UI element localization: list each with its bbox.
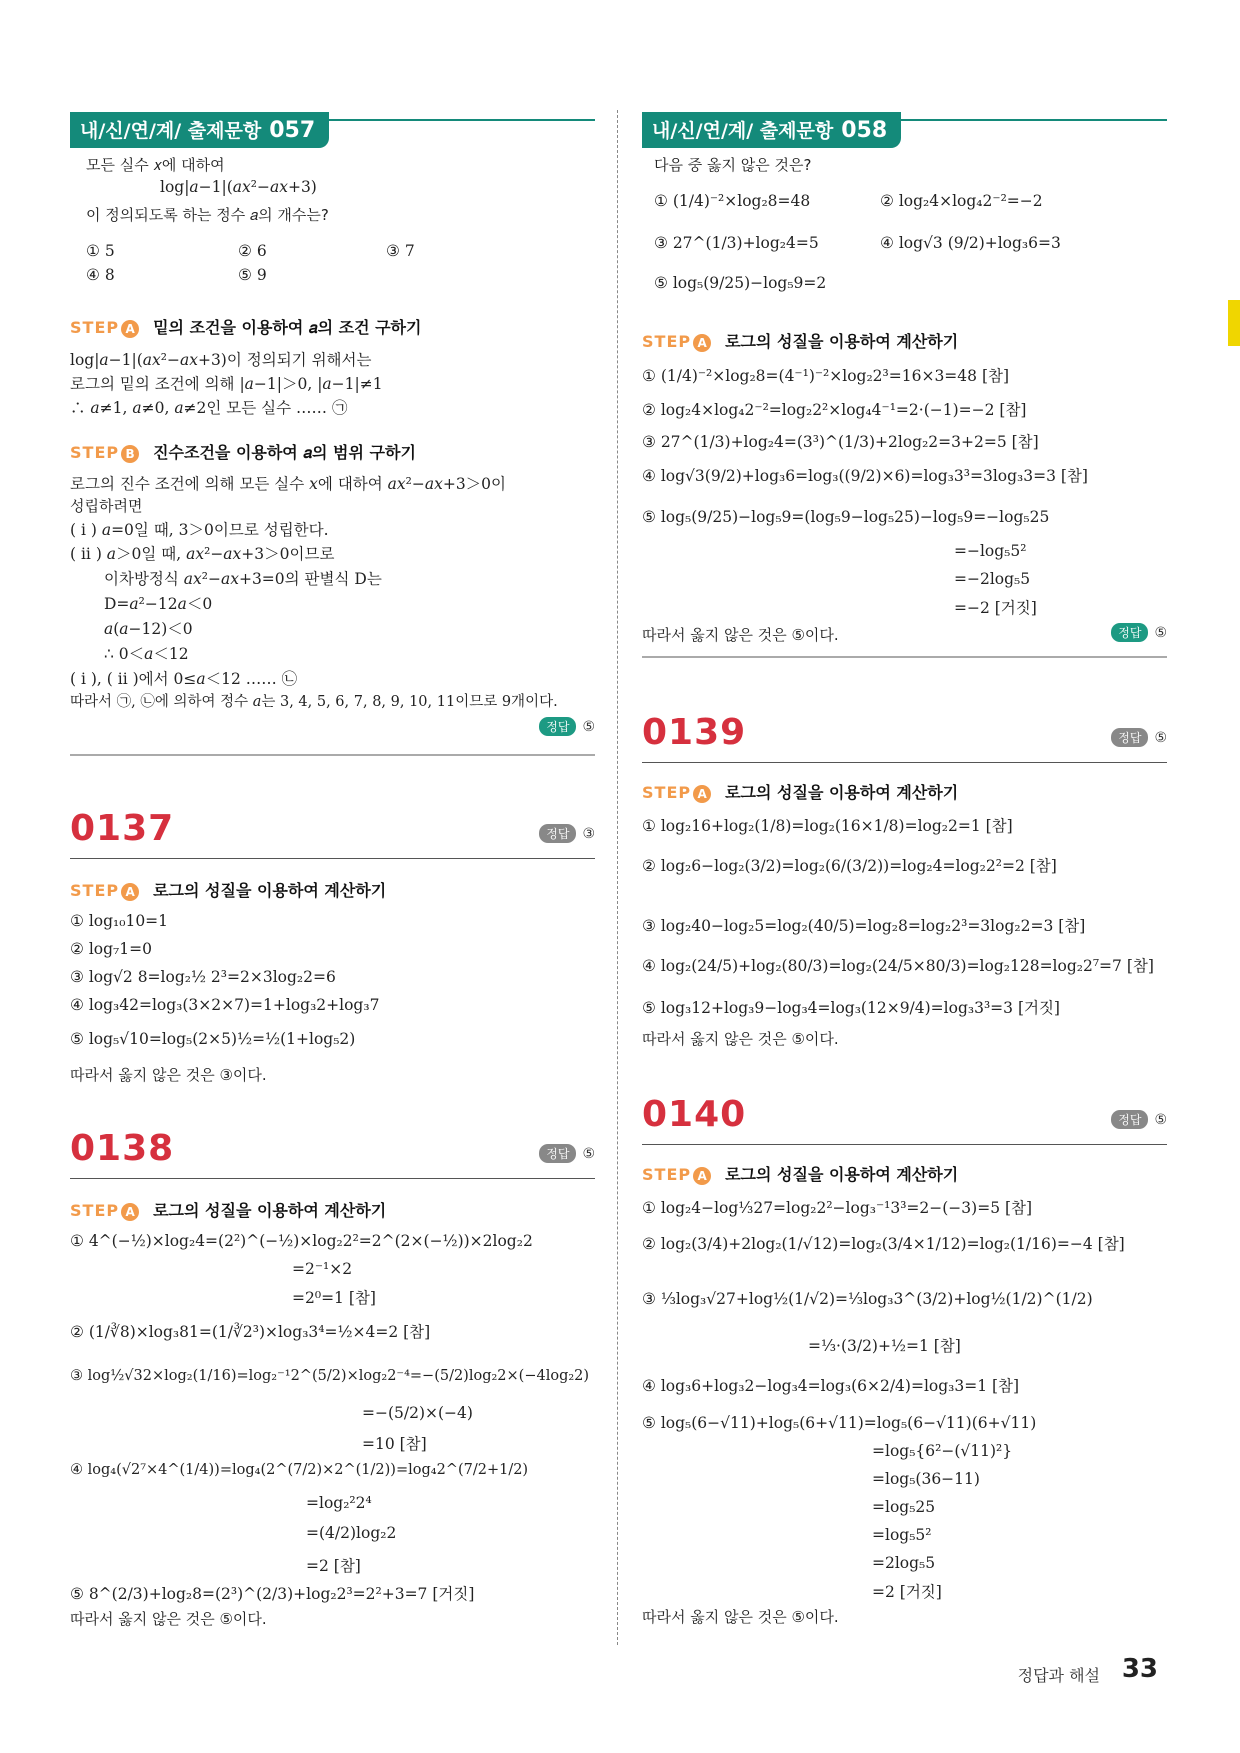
chapter-tab xyxy=(1228,300,1240,346)
solution-line: ② log₂(3/4)+2log₂(1/√12)=log₂(3/4×1/12)=log₂(1/16)=−4 [참] xyxy=(642,1235,1125,1253)
answer-label: 정답 xyxy=(539,717,576,736)
solution-line: =−2 [거짓] xyxy=(954,599,1037,617)
answer-badge xyxy=(1111,623,1167,642)
solution-line: ⑤ log₅√10=log₅(2×5)½=½(1+log₅2) xyxy=(70,1030,356,1048)
solution-line: ∴ 𝑎≠1, 𝑎≠0, 𝑎≠2인 모든 실수 …… ㉠ xyxy=(70,399,348,417)
solution-line: ③ log√2 8=log₂½ 2³=2×3log₂2=6 xyxy=(70,968,336,986)
solution-line: ⑤ 8^(2/3)+log₂8=(2³)^(2/3)+log₂2³=2²+3=7 [거짓] xyxy=(70,1585,475,1603)
step-a-title: 로그의 성질을 이용하여 계산하기 xyxy=(725,1165,959,1184)
solution-line: 성립하려면 xyxy=(70,497,143,515)
solution-conclusion: 따라서 옳지 않은 것은 ③이다. xyxy=(70,1066,267,1084)
answer-value: ⑤ xyxy=(1154,625,1167,641)
section-rule xyxy=(70,754,595,756)
solution-line: =−log₅5² xyxy=(954,542,1027,560)
solution-line: ① log₂4−log⅓27=log₂2²−log₃⁻¹3³=2−(−3)=5 [참] xyxy=(642,1199,1033,1217)
problem-057-header xyxy=(70,112,329,148)
step-word: STEP xyxy=(642,783,692,802)
option-3: ③ 7 xyxy=(386,242,415,260)
solution-line: 𝑎(𝑎−12)＜0 xyxy=(104,620,193,638)
solution-line: ③ log₂40−log₂5=log₂(40/5)=log₂8=log₂2³=3log₂2=3 [참] xyxy=(642,917,1086,935)
problem-number: 0139 xyxy=(642,712,747,753)
page-number: 33 xyxy=(1121,1654,1158,1684)
solution-line: D=𝑎²−12𝑎＜0 xyxy=(104,595,213,613)
step-b-heading xyxy=(70,440,416,463)
step-a-badge: A xyxy=(121,320,139,338)
solution-line: ③ ⅓log₃√27+log½(1/√2)=⅓log₃3^(3/2)+log½(1/2)^(1/2) xyxy=(642,1290,1093,1308)
solution-line: ⑤ log₅(9/25)−log₅9=(log₅9−log₅25)−log₅9=−log₅25 xyxy=(642,508,1050,526)
option-2: ② log₂4×log₄2⁻²=−2 xyxy=(880,192,1043,210)
solution-line: ② log₂4×log₄2⁻²=log₂2²×log₄4⁻¹=2·(−1)=−2 [참] xyxy=(642,401,1027,419)
solution-line: =(4/2)log₂2 xyxy=(306,1524,397,1542)
solution-conclusion: 따라서 옳지 않은 것은 ⑤이다. xyxy=(642,1608,839,1626)
step-a-badge: A xyxy=(693,334,711,352)
solution-line: =2 [참] xyxy=(306,1557,361,1575)
answer-label: 정답 xyxy=(1111,1110,1148,1129)
problem-number: 0138 xyxy=(70,1128,175,1169)
solution-line: =−(5/2)×(−4) xyxy=(362,1404,473,1422)
solution-line: ④ log√3(9/2)+log₃6=log₃((9/2)×6)=log₃3³=3log₃3=3 [참] xyxy=(642,467,1088,485)
question-line: 다음 중 옳지 않은 것은? xyxy=(654,156,812,174)
answer-label: 정답 xyxy=(539,1144,576,1163)
step-a-heading xyxy=(642,780,958,803)
solution-line: =2⁻¹×2 xyxy=(292,1260,353,1278)
answer-value: ⑤ xyxy=(1154,730,1167,746)
problem-rule xyxy=(70,1178,595,1179)
answer-badge xyxy=(1111,728,1167,747)
solution-line: log|𝑎−1|(𝑎𝑥²−𝑎𝑥+3)이 정의되기 위해서는 xyxy=(70,351,372,369)
solution-line: ( i ) 𝑎=0일 때, 3＞0이므로 성립한다. xyxy=(70,521,329,539)
step-a-heading xyxy=(642,1162,958,1185)
answer-value: ③ xyxy=(582,826,595,842)
answer-label: 정답 xyxy=(1111,623,1148,642)
solution-conclusion: 따라서 ㉠, ㉡에 의하여 정수 𝑎는 3, 4, 5, 6, 7, 8, 9, 10, 11이므로 9개이다. xyxy=(70,694,558,710)
step-a-heading xyxy=(70,878,386,901)
answer-value: ⑤ xyxy=(582,719,595,735)
solution-line: =log₂²2⁴ xyxy=(306,1494,372,1512)
solution-line: ( ii ) 𝑎＞0일 때, 𝑎𝑥²−𝑎𝑥+3＞0이므로 xyxy=(70,545,335,563)
solution-conclusion: 따라서 옳지 않은 것은 ⑤이다. xyxy=(70,1610,267,1628)
problem-number: 0137 xyxy=(70,808,175,849)
step-word: STEP xyxy=(70,881,120,900)
header-label: 내/신/연/계/ 출제문항 xyxy=(80,120,262,142)
step-word: STEP xyxy=(642,1165,692,1184)
step-a-heading xyxy=(70,1198,386,1221)
answer-value: ⑤ xyxy=(1154,1112,1167,1128)
problem-rule xyxy=(642,1144,1167,1145)
footer-label: 정답과 해설 xyxy=(1017,1666,1100,1685)
question-line: 모든 실수 𝑥에 대하여 xyxy=(86,156,225,174)
solution-conclusion: 따라서 옳지 않은 것은 ⑤이다. xyxy=(642,1030,839,1048)
step-word: STEP xyxy=(70,318,120,337)
solution-line: =log₅5² xyxy=(872,1526,932,1544)
column-divider xyxy=(617,110,618,1645)
step-b-title: 진수조건을 이용하여 𝑎의 범위 구하기 xyxy=(153,443,416,462)
solution-line: =log₅(36−11) xyxy=(872,1470,980,1488)
solution-line: =log₅{6²−(√11)²} xyxy=(872,1442,1013,1460)
option-2: ② 6 xyxy=(238,242,267,260)
header-label: 내/신/연/계/ 출제문항 xyxy=(652,120,834,142)
step-a-title: 로그의 성질을 이용하여 계산하기 xyxy=(725,332,959,351)
step-a-badge: A xyxy=(693,785,711,803)
problem-058 xyxy=(642,112,1167,644)
step-a-heading xyxy=(642,329,958,352)
solution-line: =2⁰=1 [참] xyxy=(292,1289,376,1307)
solution-line: ∴ 0＜𝑎＜12 xyxy=(104,645,189,663)
option-1: ① (1/4)⁻²×log₂8=48 xyxy=(654,192,811,210)
option-5: ⑤ log₅(9/25)−log₅9=2 xyxy=(654,274,827,292)
answer-value: ⑤ xyxy=(582,1146,595,1162)
solution-line: ③ log½√32×log₂(1/16)=log₂⁻¹2^(5/2)×log₂2⁻⁴=−(5/2)log₂2×(−4log₂2) xyxy=(70,1368,590,1384)
option-5: ⑤ 9 xyxy=(238,266,267,284)
step-word: STEP xyxy=(70,443,120,462)
answer-badge xyxy=(539,1144,595,1163)
step-a-title: 밑의 조건을 이용하여 𝑎의 조건 구하기 xyxy=(153,318,422,337)
solution-line: ② log₇1=0 xyxy=(70,940,152,958)
solution-line: =2 [거짓] xyxy=(872,1583,942,1601)
step-a-badge: A xyxy=(121,1203,139,1221)
solution-line: ① log₂16+log₂(1/8)=log₂(16×1/8)=log₂2=1 [참] xyxy=(642,817,1013,835)
header-number: 057 xyxy=(269,118,316,143)
option-4: ④ 8 xyxy=(86,266,115,284)
solution-line: ① 4^(−½)×log₂4=(2²)^(−½)×log₂2²=2^(2×(−½))×2log₂2 xyxy=(70,1232,533,1250)
problem-rule xyxy=(642,762,1167,763)
solution-line: ④ log₂(24/5)+log₂(80/3)=log₂(24/5×80/3)=log₂128=log₂2⁷=7 [참] xyxy=(642,957,1154,975)
solution-line: ② (1/∛8)×log₃81=(1/∛2³)×log₃3⁴=½×4=2 [참] xyxy=(70,1323,431,1341)
solution-line: 로그의 진수 조건에 의해 모든 실수 𝑥에 대하여 𝑎𝑥²−𝑎𝑥+3＞0이 xyxy=(70,475,507,493)
step-word: STEP xyxy=(70,1201,120,1220)
answer-label: 정답 xyxy=(1111,728,1148,747)
solution-line: =10 [참] xyxy=(362,1435,427,1453)
step-word: STEP xyxy=(642,332,692,351)
solution-line: =2log₅5 xyxy=(872,1554,936,1572)
solution-line: ③ 27^(1/3)+log₂4=(3³)^(1/3)+2log₂2=3+2=5 [참] xyxy=(642,433,1039,451)
problem-rule xyxy=(70,858,595,859)
question-line: 이 정의되도록 하는 정수 𝑎의 개수는? xyxy=(86,206,329,224)
solution-line: =−2log₅5 xyxy=(954,570,1031,588)
problem-number: 0140 xyxy=(642,1094,747,1135)
step-b-badge: B xyxy=(121,445,139,463)
problem-057 xyxy=(70,112,595,735)
solution-line: ⑤ log₅(6−√11)+log₅(6+√11)=log₅(6−√11)(6+√11) xyxy=(642,1414,1037,1432)
solution-line: =⅓·(3/2)+½=1 [참] xyxy=(808,1337,961,1355)
option-1: ① 5 xyxy=(86,242,115,260)
problem-058-header xyxy=(642,112,901,148)
solution-line: 이차방정식 𝑎𝑥²−𝑎𝑥+3=0의 판별식 D는 xyxy=(104,570,382,588)
solution-line: ① log₁₀10=1 xyxy=(70,912,169,930)
solution-line: ④ log₃42=log₃(3×2×7)=1+log₃2+log₃7 xyxy=(70,996,380,1014)
solution-line: =log₅25 xyxy=(872,1498,936,1516)
step-a-title: 로그의 성질을 이용하여 계산하기 xyxy=(153,881,387,900)
solution-line: ② log₂6−log₂(3/2)=log₂(6/(3/2))=log₂4=log₂2²=2 [참] xyxy=(642,857,1057,875)
header-number: 058 xyxy=(841,118,888,143)
solution-line: ① (1/4)⁻²×log₂8=(4⁻¹)⁻²×log₂2³=16×3=48 [참] xyxy=(642,367,1010,385)
question-formula: log|𝑎−1|(𝑎𝑥²−𝑎𝑥+3) xyxy=(160,178,317,196)
solution-line: 로그의 밑의 조건에 의해 |𝑎−1|＞0, |𝑎−1|≠1 xyxy=(70,375,383,393)
step-a-title: 로그의 성질을 이용하여 계산하기 xyxy=(725,783,959,802)
solution-line: ④ log₄(√2⁷×4^(1/4))=log₄(2^(7/2)×2^(1/2))=log₄2^(7/2+1/2) xyxy=(70,1462,529,1478)
step-a-heading xyxy=(70,315,421,338)
solution-line: ( i ), ( ii )에서 0≤𝑎＜12 …… ㉡ xyxy=(70,670,298,688)
answer-badge xyxy=(1111,1110,1167,1129)
section-rule xyxy=(642,656,1167,658)
answer-label: 정답 xyxy=(539,824,576,843)
solution-line: ④ log₃6+log₃2−log₃4=log₃(6×2/4)=log₃3=1 [참] xyxy=(642,1377,1020,1395)
solution-conclusion: 따라서 옳지 않은 것은 ⑤이다. xyxy=(642,626,839,644)
option-4: ④ log√3 (9/2)+log₃6=3 xyxy=(880,234,1061,252)
step-a-badge: A xyxy=(121,883,139,901)
step-a-badge: A xyxy=(693,1167,711,1185)
solution-line: ⑤ log₃12+log₃9−log₃4=log₃(12×9/4)=log₃3³=3 [거짓] xyxy=(642,999,1060,1017)
step-a-title: 로그의 성질을 이용하여 계산하기 xyxy=(153,1201,387,1220)
answer-badge xyxy=(539,717,595,736)
option-3: ③ 27^(1/3)+log₂4=5 xyxy=(654,234,819,252)
answer-badge xyxy=(539,824,595,843)
